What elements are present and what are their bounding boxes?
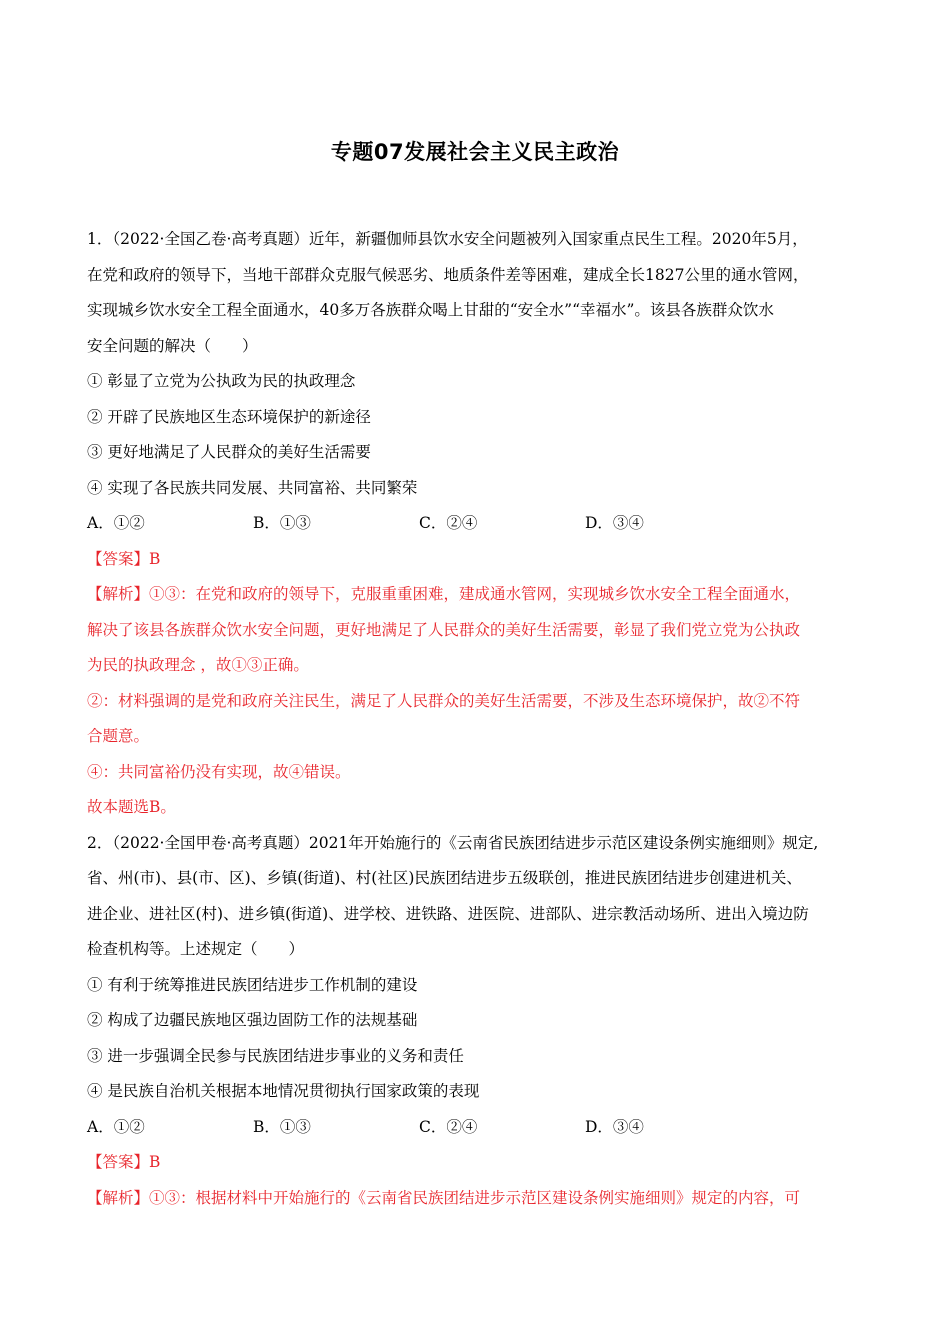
answer-line: 【答案】B	[87, 1153, 161, 1171]
question-stem-line: 2．（2022·全国甲卷·高考真题）2021年开始施行的《云南省民族团结进步示范区建设条例实施细则》规定,	[87, 833, 819, 852]
option-a: A．①②	[87, 514, 145, 532]
question-stem-line: 1．（2022·全国乙卷·高考真题）近年，新疆伽师县饮水安全问题被列入国家重点民生工程。2020年5月，	[87, 230, 808, 248]
question-stem-line: 省、州(市)、县(市、区)、乡镇(街道)、村(社区)民族团结进步五级联创，推进民族团结进步创建进机关、	[87, 869, 802, 887]
statement-item: ② 开辟了民族地区生态环境保护的新途径	[87, 407, 371, 426]
statement-item: ① 有利于统筹推进民族团结进步工作机制的建设	[87, 975, 418, 994]
question-stem-line: 实现城乡饮水安全工程全面通水，40多万各族群众喝上甘甜的“安全水”“幸福水”。该县各族群众饮水	[87, 301, 774, 319]
analysis-line: ④：共同富裕仍没有实现，故④错误。	[87, 762, 351, 781]
option-d: D．③④	[585, 1117, 644, 1136]
statement-item: ④ 是民族自治机关根据本地情况贯彻执行国家政策的表现	[87, 1082, 480, 1100]
analysis-line: 合题意。	[87, 727, 150, 745]
statement-item: ④ 实现了各民族共同发展、共同富裕、共同繁荣	[87, 478, 418, 497]
option-d: D．③④	[585, 514, 644, 532]
question-2	[87, 826, 877, 1217]
option-b: B．①③	[253, 514, 311, 532]
analysis-line: 【解析】①③：根据材料中开始施行的《云南省民族团结进步示范区建设条例实施细则》规定的内容，可	[87, 1188, 801, 1207]
analysis-line: ②：材料强调的是党和政府关注民生，满足了人民群众的美好生活需要，不涉及生态环境保护，故②不符	[87, 691, 801, 710]
answer-options	[87, 1110, 877, 1146]
answer-line: 【答案】B	[87, 549, 161, 568]
analysis-line: 为民的执政理念 ，故①③正确。	[87, 656, 309, 674]
answer-options	[87, 506, 877, 542]
question-stem-line: 检查机构等。上述规定（ ）	[87, 940, 305, 958]
statement-item: ③ 更好地满足了人民群众的美好生活需要	[87, 443, 371, 461]
question-1	[87, 222, 877, 826]
option-c: C．②④	[419, 514, 478, 532]
question-stem-line: 安全问题的解决（ ）	[87, 336, 258, 355]
statement-item: ③ 进一步强调全民参与民族团结进步事业的义务和责任	[87, 1046, 464, 1065]
analysis-line: 解决了该县各族群众饮水安全问题，更好地满足了人民群众的美好生活需要，彰显了我们党立党为公执政	[87, 620, 801, 639]
statement-item: ② 构成了边疆民族地区强边固防工作的法规基础	[87, 1011, 418, 1029]
question-stem-line: 在党和政府的领导下，当地干部群众克服气候恶劣、地质条件差等困难，建成全长1827公里的通水管网，	[87, 265, 809, 284]
conclusion-line: 故本题选B。	[87, 798, 176, 816]
option-c: C．②④	[419, 1117, 478, 1136]
question-stem-line: 进企业、进社区(村)、进乡镇(街道)、进学校、进铁路、进医院、进部队、进宗教活动场所、进出入境边防	[87, 904, 809, 923]
option-a: A．①②	[87, 1117, 145, 1136]
document-body	[87, 222, 877, 1216]
statement-item: ① 彰显了立党为公执政为民的执政理念	[87, 372, 356, 390]
document-title: 专题07发展社会主义民主政治	[330, 140, 620, 164]
analysis-line: 【解析】①③：在党和政府的领导下，克服重重困难，建成通水管网，实现城乡饮水安全工程全面通水，	[87, 585, 801, 603]
option-b: B．①③	[253, 1117, 311, 1136]
